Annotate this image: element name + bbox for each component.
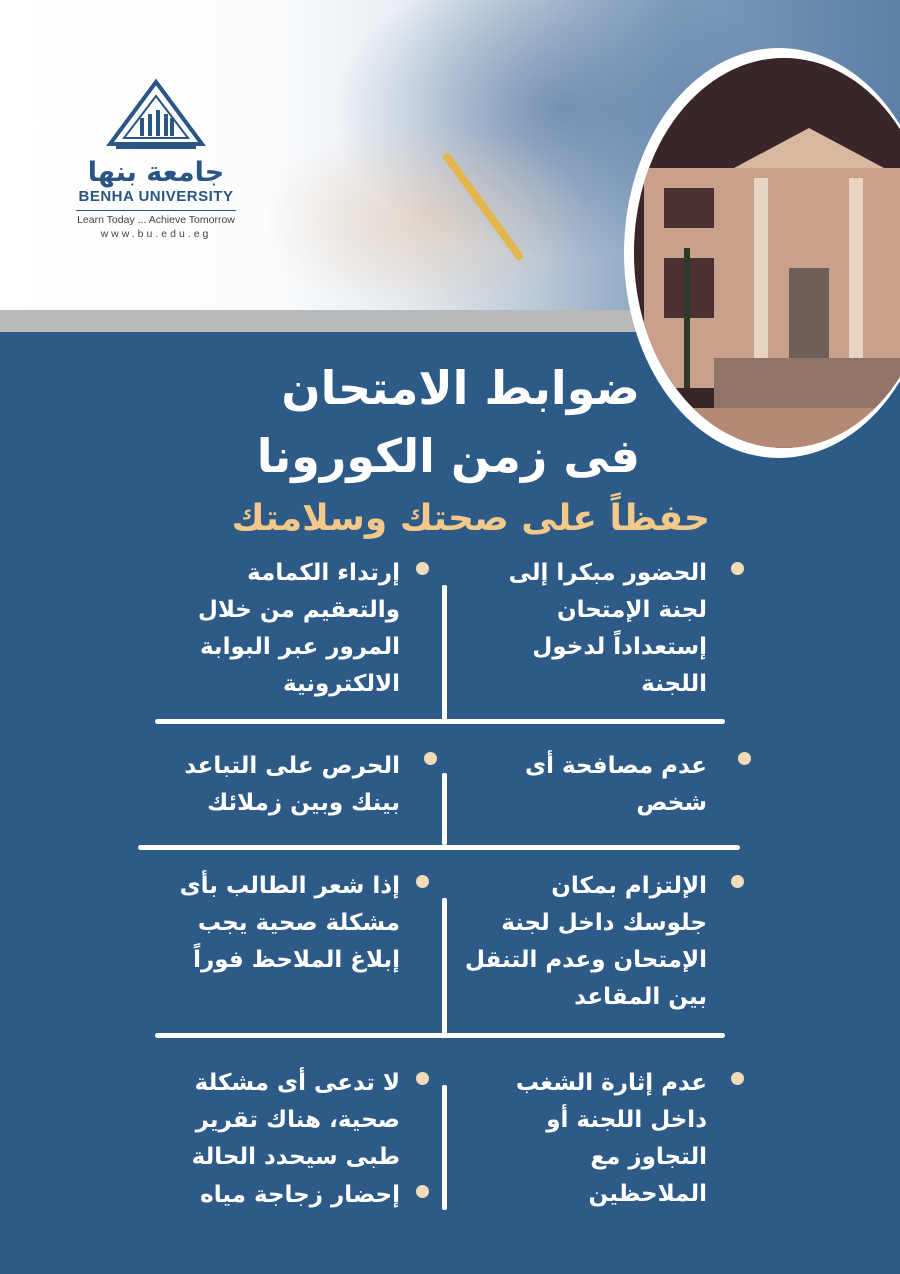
- rule-bring-water: إحضار زجاجة مياه: [200, 1182, 400, 1208]
- rule-keep-distance: الحرص على التباعد بينك وبين زملائك: [184, 753, 400, 816]
- bullet-dot-icon: [731, 562, 744, 575]
- rule-arrive-early: الحضور مبكرا إلى لجنة الإمتحان إستعداداً لدخول اللجنة: [508, 560, 707, 697]
- bullet-dot-icon: [424, 752, 437, 765]
- logo-divider: [76, 210, 236, 211]
- row-divider: [155, 1033, 725, 1038]
- column-divider: [442, 1085, 447, 1210]
- column-divider: [442, 773, 447, 845]
- university-english-name: BENHA UNIVERSITY: [78, 188, 234, 205]
- bullet-dot-icon: [731, 1072, 744, 1085]
- rule-report-health-issue: إذا شعر الطالب بأى مشكلة صحية يجب إبلاغ الملاحظ فوراً: [179, 873, 400, 973]
- row-divider: [155, 719, 725, 724]
- university-logo: [76, 78, 236, 241]
- bullet-dot-icon: [731, 875, 744, 888]
- university-tagline: Learn Today ... Achieve Tomorrow: [77, 214, 235, 226]
- page-title-line2: فى زمن الكورونا: [256, 429, 640, 483]
- column-divider: [442, 898, 447, 1034]
- row-divider: [138, 845, 740, 850]
- page-title-line1: ضوابط الامتحان: [281, 361, 640, 415]
- rule-no-disturbance: عدم إثارة الشغب داخل اللجنة أو التجاوز مع الملاحظين: [515, 1070, 707, 1207]
- bullet-dot-icon: [416, 1072, 429, 1085]
- university-arabic-name: جامعة بنها: [87, 157, 225, 188]
- rule-stay-in-seat: الإلتزام بمكان جلوسك داخل لجنة الإمتحان وعدم التنقل بين المقاعد: [464, 873, 707, 1010]
- university-website: www.bu.edu.eg: [100, 228, 212, 240]
- bullet-dot-icon: [416, 562, 429, 575]
- bullet-dot-icon: [738, 752, 751, 765]
- bullet-dot-icon: [416, 875, 429, 888]
- page-subtitle: حفظاً على صحتك وسلامتك: [231, 498, 710, 539]
- rule-wear-mask: إرتداء الكمامة والتعقيم من خلال المرور عبر البوابة الالكترونية: [197, 560, 400, 697]
- rule-no-fake-illness: لا تدعى أى مشكلة صحية، هناك تقرير طبى سيحدد الحالة: [191, 1070, 400, 1170]
- bullet-dot-icon: [416, 1185, 429, 1198]
- student-hand-shade: [260, 120, 590, 318]
- column-divider: [442, 585, 447, 720]
- rule-no-handshake: عدم مصافحة أى شخص: [525, 753, 707, 816]
- university-building-photo: [634, 58, 900, 448]
- university-emblem-icon: [106, 78, 206, 154]
